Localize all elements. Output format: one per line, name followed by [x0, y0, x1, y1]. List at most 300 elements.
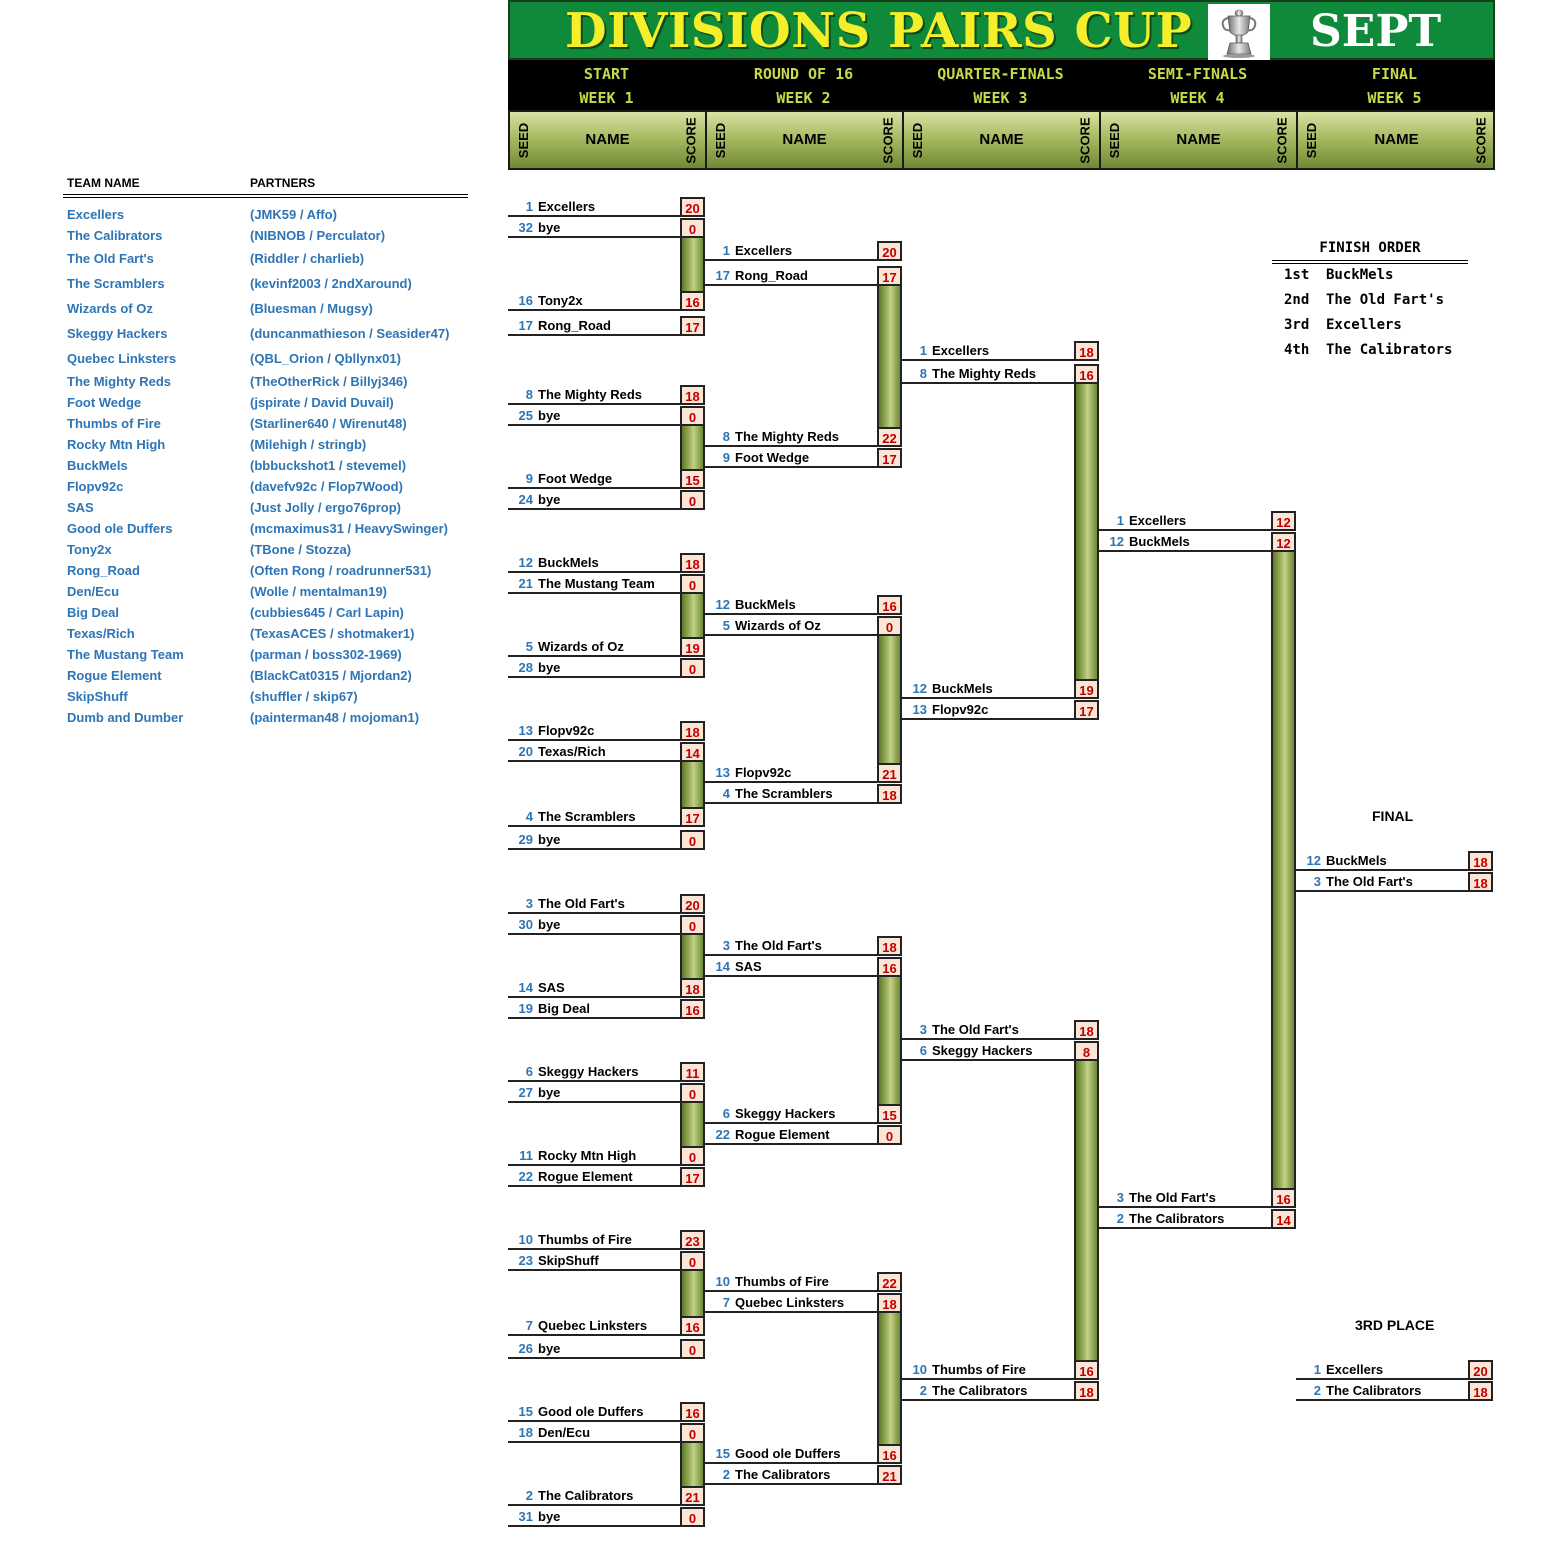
- team-name: Rong_Road: [67, 563, 140, 578]
- slot-underline: [705, 1462, 877, 1464]
- score-cell: 16: [680, 1402, 705, 1422]
- slot-underline: [508, 1334, 680, 1336]
- slot-underline: [508, 1164, 680, 1166]
- seed-number: 30: [518, 917, 533, 932]
- bracket-slot-round1: [508, 316, 705, 336]
- seed-number: 5: [722, 618, 730, 633]
- bracket-slot-round1: [508, 742, 705, 762]
- score-cell: 20: [680, 197, 705, 217]
- seed-number: 6: [722, 1106, 730, 1121]
- bracket-slot-round1: [508, 553, 705, 573]
- bracket-connector: [680, 762, 705, 807]
- name-column-header: NAME: [782, 131, 827, 148]
- team-name: Skeggy Hackers: [735, 1106, 836, 1121]
- bracket-slot-round1: [508, 406, 705, 426]
- score-cell: 17: [680, 807, 705, 827]
- slot-underline: [508, 739, 680, 741]
- bracket-slot-round1: [508, 218, 705, 238]
- seed-number: 6: [525, 1064, 533, 1079]
- team-name: The Calibrators: [67, 228, 163, 243]
- score-cell: 18: [877, 936, 902, 956]
- team-list-row: [67, 500, 487, 518]
- team-name: Texas/Rich: [538, 744, 606, 759]
- slot-underline: [705, 1483, 877, 1485]
- bracket-slot-round1: [508, 1423, 705, 1443]
- score-column-header: SCORE: [1274, 116, 1290, 164]
- bracket-slot-round2: [705, 427, 902, 447]
- bracket-slot-round2: [705, 936, 902, 956]
- bracket-connector: [877, 286, 902, 427]
- team-name: The Mustang Team: [67, 647, 184, 662]
- seed-column-header: SEED: [713, 122, 729, 158]
- team-partners: (bbbuckshot1 / stevemel): [250, 458, 407, 473]
- slot-underline: [508, 334, 680, 336]
- bracket-slot-round1: [508, 1230, 705, 1250]
- team-name: SkipShuff: [67, 689, 128, 704]
- slot-underline: [705, 634, 877, 636]
- team-name: Foot Wedge: [735, 450, 810, 465]
- finish-place: 3rd: [1284, 317, 1310, 333]
- team-list-row: [67, 605, 487, 623]
- team-name: Thumbs of Fire: [735, 1274, 829, 1289]
- seed-column-header: SEED: [910, 122, 926, 158]
- name-column-header: NAME: [1176, 131, 1221, 148]
- slot-underline: [508, 760, 680, 762]
- bracket-slot-round2: [705, 1444, 902, 1464]
- bracket-slot-round1: [508, 1083, 705, 1103]
- slot-underline: [508, 1248, 680, 1250]
- slot-underline: [508, 996, 680, 998]
- team-name: The Mighty Reds: [538, 387, 643, 402]
- bracket-slot-round1: [508, 807, 705, 827]
- seed-number: 29: [518, 832, 533, 847]
- bracket-slot-round1: [508, 721, 705, 741]
- score-cell: 18: [680, 553, 705, 573]
- slot-underline: [508, 571, 680, 573]
- score-cell: 14: [1271, 1209, 1296, 1229]
- team-name: Wizards of Oz: [735, 618, 821, 633]
- seed-column-header: SEED: [1304, 122, 1320, 158]
- round-week: WEEK 2: [776, 89, 831, 107]
- slot-underline: [508, 912, 680, 914]
- seed-number: 2: [722, 1467, 730, 1482]
- bracket-slot-round1: [508, 1339, 705, 1359]
- slot-underline: [508, 424, 680, 426]
- team-partners: (JMK59 / Affo): [250, 207, 337, 222]
- seed-number: 3: [919, 1022, 927, 1037]
- slot-underline: [1296, 890, 1468, 892]
- score-cell: 16: [877, 1444, 902, 1464]
- bracket-slot-round3: [902, 700, 1099, 720]
- seed-number: 8: [722, 429, 730, 444]
- team-name: Excellers: [538, 199, 596, 214]
- bracket-slot-round2: [705, 448, 902, 468]
- team-name: The Calibrators: [538, 1488, 634, 1503]
- column-header-bar: [508, 110, 1495, 170]
- team-list-row: [67, 416, 487, 434]
- round-name: SEMI-FINALS: [1147, 65, 1248, 83]
- name-column-header: NAME: [979, 131, 1024, 148]
- team-name: SAS: [538, 980, 565, 995]
- team-name: bye: [538, 408, 561, 423]
- bracket-slot-round1: [508, 490, 705, 510]
- slot-underline: [508, 309, 680, 311]
- slot-underline: [705, 781, 877, 783]
- seed-number: 12: [912, 681, 927, 696]
- score-cell: 0: [680, 1251, 705, 1271]
- bracket-slot-round1: [508, 658, 705, 678]
- bracket-connector: [1271, 552, 1296, 1188]
- team-name: Quebec Linksters: [67, 351, 177, 366]
- seed-number: 31: [518, 1509, 533, 1524]
- finish-team: The Calibrators: [1326, 342, 1453, 358]
- score-cell: 17: [877, 448, 902, 468]
- team-list-row: [67, 563, 487, 581]
- title-bar: [508, 0, 1495, 60]
- bracket-slot-round1: [508, 197, 705, 217]
- team-name: The Old Fart's: [67, 251, 154, 266]
- seed-number: 4: [525, 809, 533, 824]
- score-cell: 18: [1074, 1381, 1099, 1401]
- score-cell: 0: [680, 1146, 705, 1166]
- score-cell: 18: [680, 385, 705, 405]
- score-column-header: SCORE: [1077, 116, 1093, 164]
- bracket-slot-round2: [705, 1104, 902, 1124]
- seed-number: 12: [518, 555, 533, 570]
- seed-number: 3: [525, 896, 533, 911]
- slot-underline: [508, 1420, 680, 1422]
- round-name: QUARTER-FINALS: [937, 65, 1064, 83]
- slot-underline: [902, 718, 1074, 720]
- bracket-slot-round2: [705, 595, 902, 615]
- seed-number: 12: [715, 597, 730, 612]
- team-list-row: [67, 710, 487, 728]
- bracket-slot-round1: [508, 637, 705, 657]
- round-week: WEEK 3: [973, 89, 1028, 107]
- bracket-slot-round1: [508, 291, 705, 311]
- score-cell: 0: [680, 1083, 705, 1103]
- bracket-slot-round2: [705, 784, 902, 804]
- slot-underline: [902, 1378, 1074, 1380]
- score-cell: 16: [877, 957, 902, 977]
- score-cell: 14: [680, 742, 705, 762]
- round-header-semi-finals: [1099, 60, 1296, 110]
- team-partners: (Milehigh / stringb): [250, 437, 367, 452]
- seed-number: 10: [912, 1362, 927, 1377]
- score-cell: 18: [1074, 341, 1099, 361]
- team-name: bye: [538, 220, 561, 235]
- team-partners: (TBone / Stozza): [250, 542, 352, 557]
- bracket-slot-round2: [705, 1272, 902, 1292]
- team-partners: (Bluesman / Mugsy): [250, 301, 373, 316]
- team-name: The Scramblers: [67, 276, 165, 291]
- team-name: Excellers: [932, 343, 990, 358]
- score-cell: 16: [680, 291, 705, 311]
- score-cell: 0: [680, 1507, 705, 1527]
- score-cell: 19: [1074, 679, 1099, 699]
- team-partners: (BlackCat0315 / Mjordan2): [250, 668, 412, 683]
- team-list-row: [67, 479, 487, 497]
- team-list-row: [67, 228, 487, 246]
- team-name: SAS: [735, 959, 762, 974]
- seed-number: 22: [518, 1169, 533, 1184]
- header-divider: [63, 194, 468, 195]
- bracket-slot-round2: [705, 1125, 902, 1145]
- bracket-slot-round1: [508, 385, 705, 405]
- seed-number: 2: [919, 1383, 927, 1398]
- team-partners: (TheOtherRick / Billyj346): [250, 374, 408, 389]
- seed-number: 1: [1313, 1362, 1321, 1377]
- round-name: START: [583, 65, 630, 83]
- slot-underline: [1099, 1227, 1271, 1229]
- slot-underline: [1296, 1399, 1468, 1401]
- slot-underline: [508, 236, 680, 238]
- score-cell: 0: [877, 616, 902, 636]
- bracket-slot-round3: [902, 1381, 1099, 1401]
- team-name: Tony2x: [538, 293, 583, 308]
- bracket-slot-round4: [1099, 1209, 1296, 1229]
- team-name: BuckMels: [735, 597, 796, 612]
- slot-underline: [508, 1504, 680, 1506]
- bracket-slot-round2: [705, 1465, 902, 1485]
- bracket-slot-round1: [508, 1507, 705, 1527]
- team-partners: (Riddler / charlieb): [250, 251, 365, 266]
- slot-underline: [508, 1101, 680, 1103]
- team-partners: (duncanmathieson / Seasider47): [250, 326, 450, 341]
- slot-underline: [705, 1290, 877, 1292]
- team-partners: (jspirate / David Duvail): [250, 395, 394, 410]
- seed-number: 15: [715, 1446, 730, 1461]
- bracket-slot-round3: [902, 1020, 1099, 1040]
- team-name: The Old Fart's: [735, 938, 822, 953]
- score-cell: 15: [680, 469, 705, 489]
- bracket-slot-round2: [705, 1293, 902, 1313]
- bracket-connector: [680, 594, 705, 637]
- score-cell: 16: [1074, 1360, 1099, 1380]
- team-partners: (Just Jolly / ergo76prop): [250, 500, 401, 515]
- team-name: Rong_Road: [735, 268, 808, 283]
- bracket-slot-round2: [705, 241, 902, 261]
- bracket-slot-round3: [902, 341, 1099, 361]
- team-name: The Mighty Reds: [67, 374, 172, 389]
- score-cell: 15: [877, 1104, 902, 1124]
- slot-underline: [1296, 1378, 1468, 1380]
- round-week: WEEK 4: [1170, 89, 1225, 107]
- slot-underline: [508, 487, 680, 489]
- score-cell: 18: [877, 1293, 902, 1313]
- team-name: BuckMels: [67, 458, 128, 473]
- team-name: Excellers: [1129, 513, 1187, 528]
- seed-number: 3: [1313, 874, 1321, 889]
- score-cell: 0: [680, 406, 705, 426]
- seed-number: 3: [722, 938, 730, 953]
- seed-number: 13: [518, 723, 533, 738]
- bracket-connector: [1074, 1061, 1099, 1360]
- team-name: The Scramblers: [735, 786, 833, 801]
- team-name: Big Deal: [67, 605, 120, 620]
- team-name: Flopv92c: [735, 765, 792, 780]
- team-name-header: TEAM NAME: [67, 176, 140, 190]
- slot-underline: [508, 655, 680, 657]
- seed-number: 13: [912, 702, 927, 717]
- team-name: Den/Ecu: [67, 584, 120, 599]
- round-bar: [508, 60, 1495, 110]
- team-list-row: [67, 668, 487, 686]
- team-name: Good ole Duffers: [538, 1404, 644, 1419]
- slot-underline: [508, 508, 680, 510]
- seed-number: 14: [518, 980, 533, 995]
- round-name: ROUND OF 16: [753, 65, 854, 83]
- seed-number: 2: [1116, 1211, 1124, 1226]
- seed-number: 8: [525, 387, 533, 402]
- team-partners: (davefv92c / Flop7Wood): [250, 479, 403, 494]
- seed-number: 1: [919, 343, 927, 358]
- team-name: Thumbs of Fire: [538, 1232, 632, 1247]
- bracket-slot-round1: [508, 894, 705, 914]
- team-name: Foot Wedge: [67, 395, 142, 410]
- bracket-slot-round2: [705, 266, 902, 286]
- team-name: bye: [538, 1509, 561, 1524]
- score-cell: 18: [1468, 851, 1493, 871]
- team-name: Texas/Rich: [67, 626, 135, 641]
- slot-underline: [902, 1059, 1074, 1061]
- team-partners: (Starliner640 / Wirenut48): [250, 416, 407, 431]
- finish-team: Excellers: [1326, 317, 1402, 333]
- team-name: The Mustang Team: [538, 576, 655, 591]
- score-cell: 21: [877, 763, 902, 783]
- team-name: Den/Ecu: [538, 1425, 591, 1440]
- seed-number: 1: [525, 199, 533, 214]
- bracket-slot-round1: [508, 1062, 705, 1082]
- slot-underline: [705, 1122, 877, 1124]
- team-partners: (cubbies645 / Carl Lapin): [250, 605, 404, 620]
- team-name: Rocky Mtn High: [67, 437, 166, 452]
- team-name: BuckMels: [1326, 853, 1387, 868]
- score-cell: 12: [1271, 511, 1296, 531]
- team-list-row: [67, 458, 487, 476]
- team-name: Quebec Linksters: [538, 1318, 648, 1333]
- seed-number: 17: [715, 268, 730, 283]
- score-cell: 20: [1468, 1360, 1493, 1380]
- score-cell: 12: [1271, 532, 1296, 552]
- slot-underline: [705, 284, 877, 286]
- bracket-slot-third-place: [1296, 1381, 1493, 1401]
- slot-underline: [508, 1080, 680, 1082]
- score-cell: 17: [680, 316, 705, 336]
- bracket-connector: [877, 636, 902, 763]
- bracket-connector: [1074, 384, 1099, 679]
- column-header-round-2: [707, 112, 904, 168]
- bracket-connector: [680, 935, 705, 978]
- seed-number: 9: [525, 471, 533, 486]
- team-name: SAS: [67, 500, 94, 515]
- team-name: The Old Fart's: [538, 896, 625, 911]
- seed-number: 2: [525, 1488, 533, 1503]
- team-name: The Old Fart's: [1326, 874, 1413, 889]
- team-name: Excellers: [67, 207, 125, 222]
- seed-number: 25: [518, 408, 533, 423]
- bracket-slot-round1: [508, 830, 705, 850]
- score-cell: 0: [680, 490, 705, 510]
- seed-number: 3: [1116, 1190, 1124, 1205]
- bracket-slot-round1: [508, 574, 705, 594]
- bracket-slot-final: [1296, 851, 1493, 871]
- seed-number: 1: [1116, 513, 1124, 528]
- score-column-header: SCORE: [683, 116, 699, 164]
- slot-underline: [508, 215, 680, 217]
- seed-number: 5: [525, 639, 533, 654]
- team-list-row: [67, 301, 487, 319]
- team-partners: (kevinf2003 / 2ndXaround): [250, 276, 412, 291]
- team-name: Rogue Element: [735, 1127, 830, 1142]
- bracket-slot-round3: [902, 1041, 1099, 1061]
- slot-underline: [508, 848, 680, 850]
- seed-number: 10: [715, 1274, 730, 1289]
- slot-underline: [705, 1311, 877, 1313]
- team-name: The Calibrators: [932, 1383, 1028, 1398]
- finish-order-divider: [1272, 263, 1468, 264]
- score-cell: 18: [680, 978, 705, 998]
- slot-underline: [508, 825, 680, 827]
- slot-underline: [508, 403, 680, 405]
- seed-number: 10: [518, 1232, 533, 1247]
- team-name: BuckMels: [932, 681, 993, 696]
- round-header-round-of-16: [705, 60, 902, 110]
- team-name: bye: [538, 832, 561, 847]
- score-cell: 0: [680, 830, 705, 850]
- team-name: bye: [538, 917, 561, 932]
- slot-underline: [705, 466, 877, 468]
- score-cell: 21: [680, 1486, 705, 1506]
- seed-number: 22: [715, 1127, 730, 1142]
- seed-number: 7: [722, 1295, 730, 1310]
- bracket-connector: [877, 977, 902, 1104]
- seed-number: 19: [518, 1001, 533, 1016]
- team-partners: (QBL_Orion / Qbllynx01): [250, 351, 401, 366]
- bracket-connector: [680, 426, 705, 469]
- slot-underline: [508, 1357, 680, 1359]
- page-title: DIVISIONS PAIRS CUP: [565, 3, 1193, 59]
- score-cell: 11: [680, 1062, 705, 1082]
- seed-number: 12: [1109, 534, 1124, 549]
- finish-place: 2nd: [1284, 292, 1310, 308]
- bracket-slot-round4: [1099, 1188, 1296, 1208]
- bracket-slot-round3: [902, 1360, 1099, 1380]
- slot-underline: [1296, 869, 1468, 871]
- slot-underline: [508, 1441, 680, 1443]
- slot-underline: [508, 676, 680, 678]
- score-cell: 23: [680, 1230, 705, 1250]
- seed-number: 28: [518, 660, 533, 675]
- team-name: Rong_Road: [538, 318, 611, 333]
- team-list-row: [67, 251, 487, 269]
- finish-order-title: FINISH ORDER: [1319, 240, 1421, 256]
- team-partners: (painterman48 / mojoman1): [250, 710, 420, 725]
- team-name: Quebec Linksters: [735, 1295, 845, 1310]
- seed-number: 1: [722, 243, 730, 258]
- bracket-slot-third-place: [1296, 1360, 1493, 1380]
- slot-underline: [508, 1525, 680, 1527]
- slot-underline: [902, 697, 1074, 699]
- bracket-slot-final: [1296, 872, 1493, 892]
- team-name: The Calibrators: [1326, 1383, 1422, 1398]
- seed-number: 7: [525, 1318, 533, 1333]
- final-label: FINAL: [1372, 808, 1414, 824]
- score-cell: 18: [1468, 1381, 1493, 1401]
- team-name: Wizards of Oz: [538, 639, 624, 654]
- score-cell: 17: [877, 266, 902, 286]
- seed-number: 4: [722, 786, 730, 801]
